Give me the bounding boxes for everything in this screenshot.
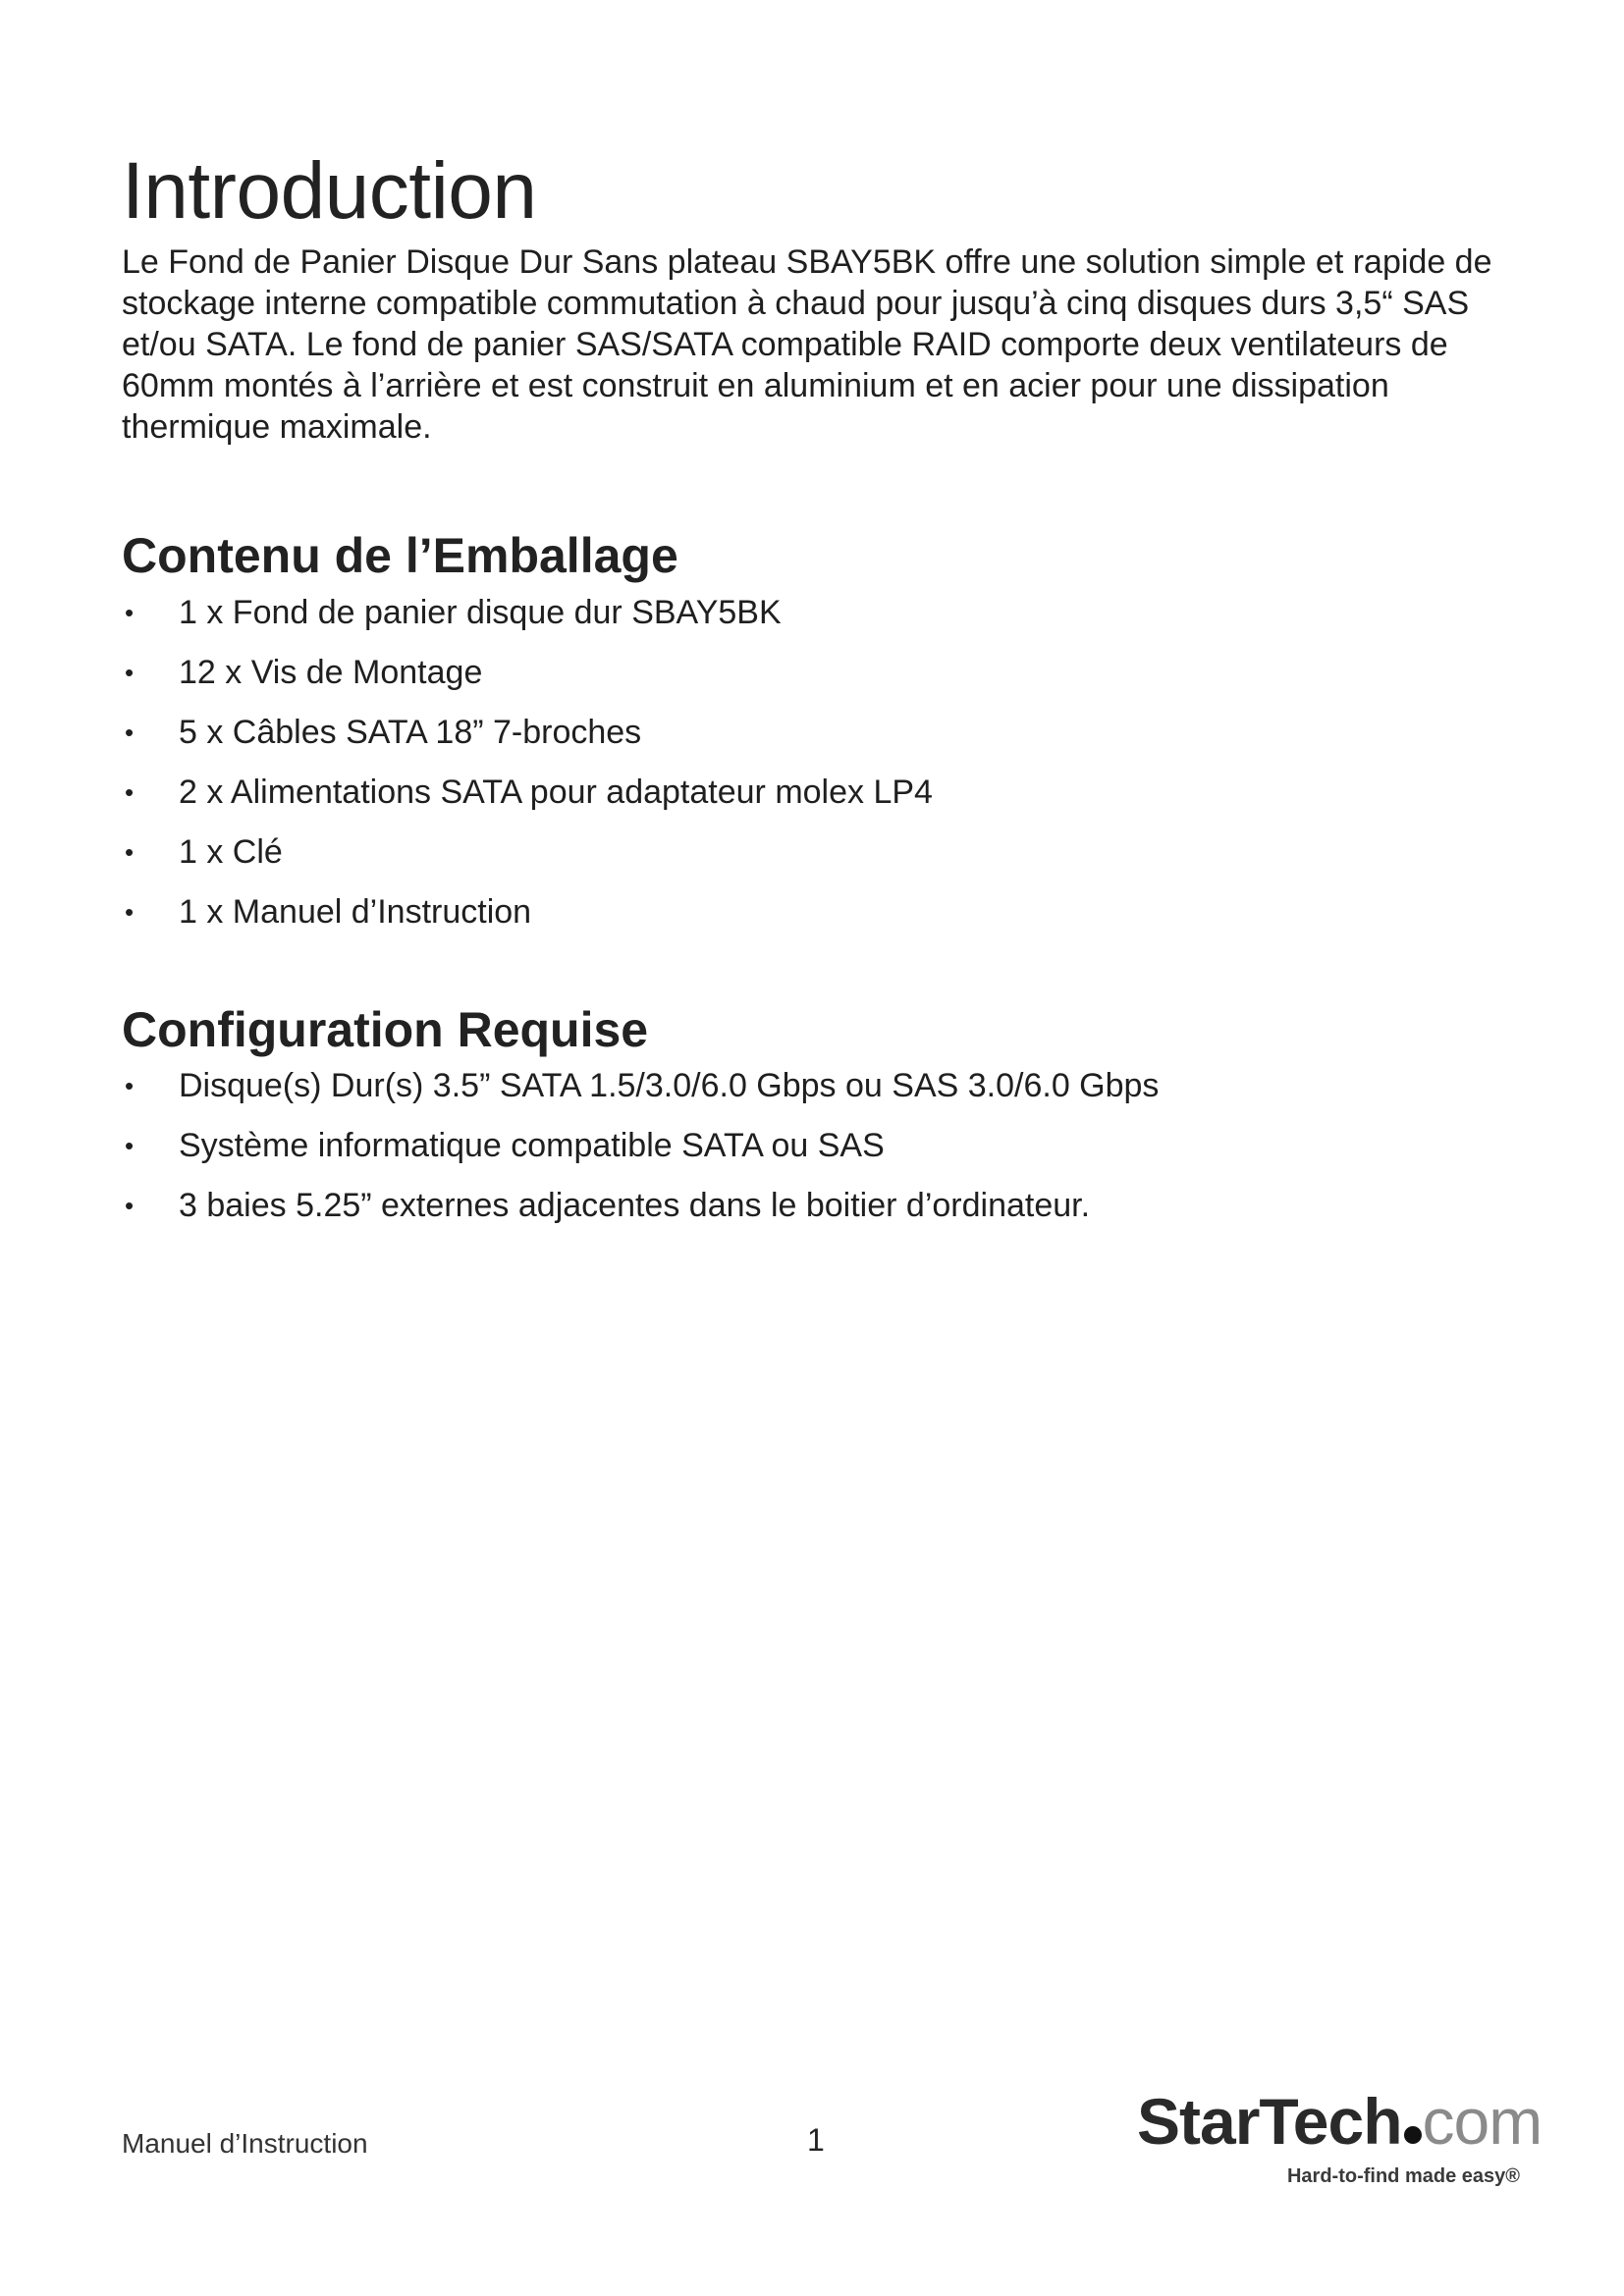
bullet-icon: • — [125, 776, 135, 807]
page-number: 1 — [807, 2122, 825, 2158]
bullet-icon: • — [125, 1131, 135, 1161]
list-item — [122, 1186, 1516, 1225]
list-item-text: 3 baies 5.25” externes adjacentes dans le boitier d’ordinateur. — [179, 1187, 1091, 1225]
bullet-icon: • — [125, 1191, 135, 1221]
bullet-icon: • — [125, 836, 135, 867]
list-item-text: 1 x Fond de panier disque dur SBAY5BK — [179, 593, 782, 631]
logo-tagline: Hard-to-find made easy® — [1286, 2165, 1520, 2187]
page-title: Introduction — [122, 146, 537, 236]
startech-logo — [1137, 2085, 1543, 2197]
bullet-icon: • — [125, 896, 135, 927]
list-item-text: 1 x Clé — [179, 832, 283, 871]
bullet-icon: • — [125, 1071, 135, 1101]
footer-manual-label: Manuel d’Instruction — [122, 2128, 368, 2159]
logo-tld: com — [1422, 2085, 1543, 2158]
list-item — [122, 653, 1516, 692]
list-item-text: Système informatique compatible SATA ou SAS — [179, 1127, 885, 1165]
intro-paragraph: Le Fond de Panier Disque Dur Sans plateau SBAY5BK offre une solution simple et rapide de stockage interne compatible commutation à chaud pour jusqu’à cinq disques durs 3,5“ SAS et/ou SATA. Le fond de panier SAS/SATA compatible RAID comporte deux ventilateurs de 60mm montés à l’arrière et est construit en aluminium et en acier pour une dissipation thermique maximale. — [122, 243, 1492, 447]
list-item — [122, 892, 1516, 932]
list-item — [122, 832, 1516, 872]
page-content — [122, 147, 1516, 1246]
list-item-text: 5 x Câbles SATA 18” 7-broches — [179, 713, 642, 751]
list-item — [122, 773, 1516, 812]
bullet-icon: • — [125, 657, 135, 687]
requirements-list — [122, 1066, 1516, 1225]
list-item-text: Disque(s) Dur(s) 3.5” SATA 1.5/3.0/6.0 Gbps ou SAS 3.0/6.0 Gbps — [179, 1067, 1160, 1105]
requirements-section — [122, 1002, 1516, 1226]
list-item — [122, 1066, 1516, 1105]
list-item — [122, 713, 1516, 752]
package-contents-section — [122, 528, 1516, 932]
list-item-text: 1 x Manuel d’Instruction — [179, 892, 532, 931]
bullet-icon: • — [125, 717, 135, 747]
package-contents-list — [122, 593, 1516, 932]
logo-wordmark — [1137, 2085, 1543, 2158]
list-item — [122, 1126, 1516, 1165]
list-item — [122, 593, 1516, 632]
requirements-heading: Configuration Requise — [122, 1001, 649, 1057]
logo-brand: StarTech — [1137, 2085, 1402, 2158]
list-item-text: 2 x Alimentations SATA pour adaptateur molex LP4 — [179, 773, 933, 811]
package-contents-heading: Contenu de l’Emballage — [122, 528, 678, 584]
logo-dot-icon — [1404, 2126, 1422, 2144]
list-item-text: 12 x Vis de Montage — [179, 653, 483, 691]
bullet-icon: • — [125, 597, 135, 627]
